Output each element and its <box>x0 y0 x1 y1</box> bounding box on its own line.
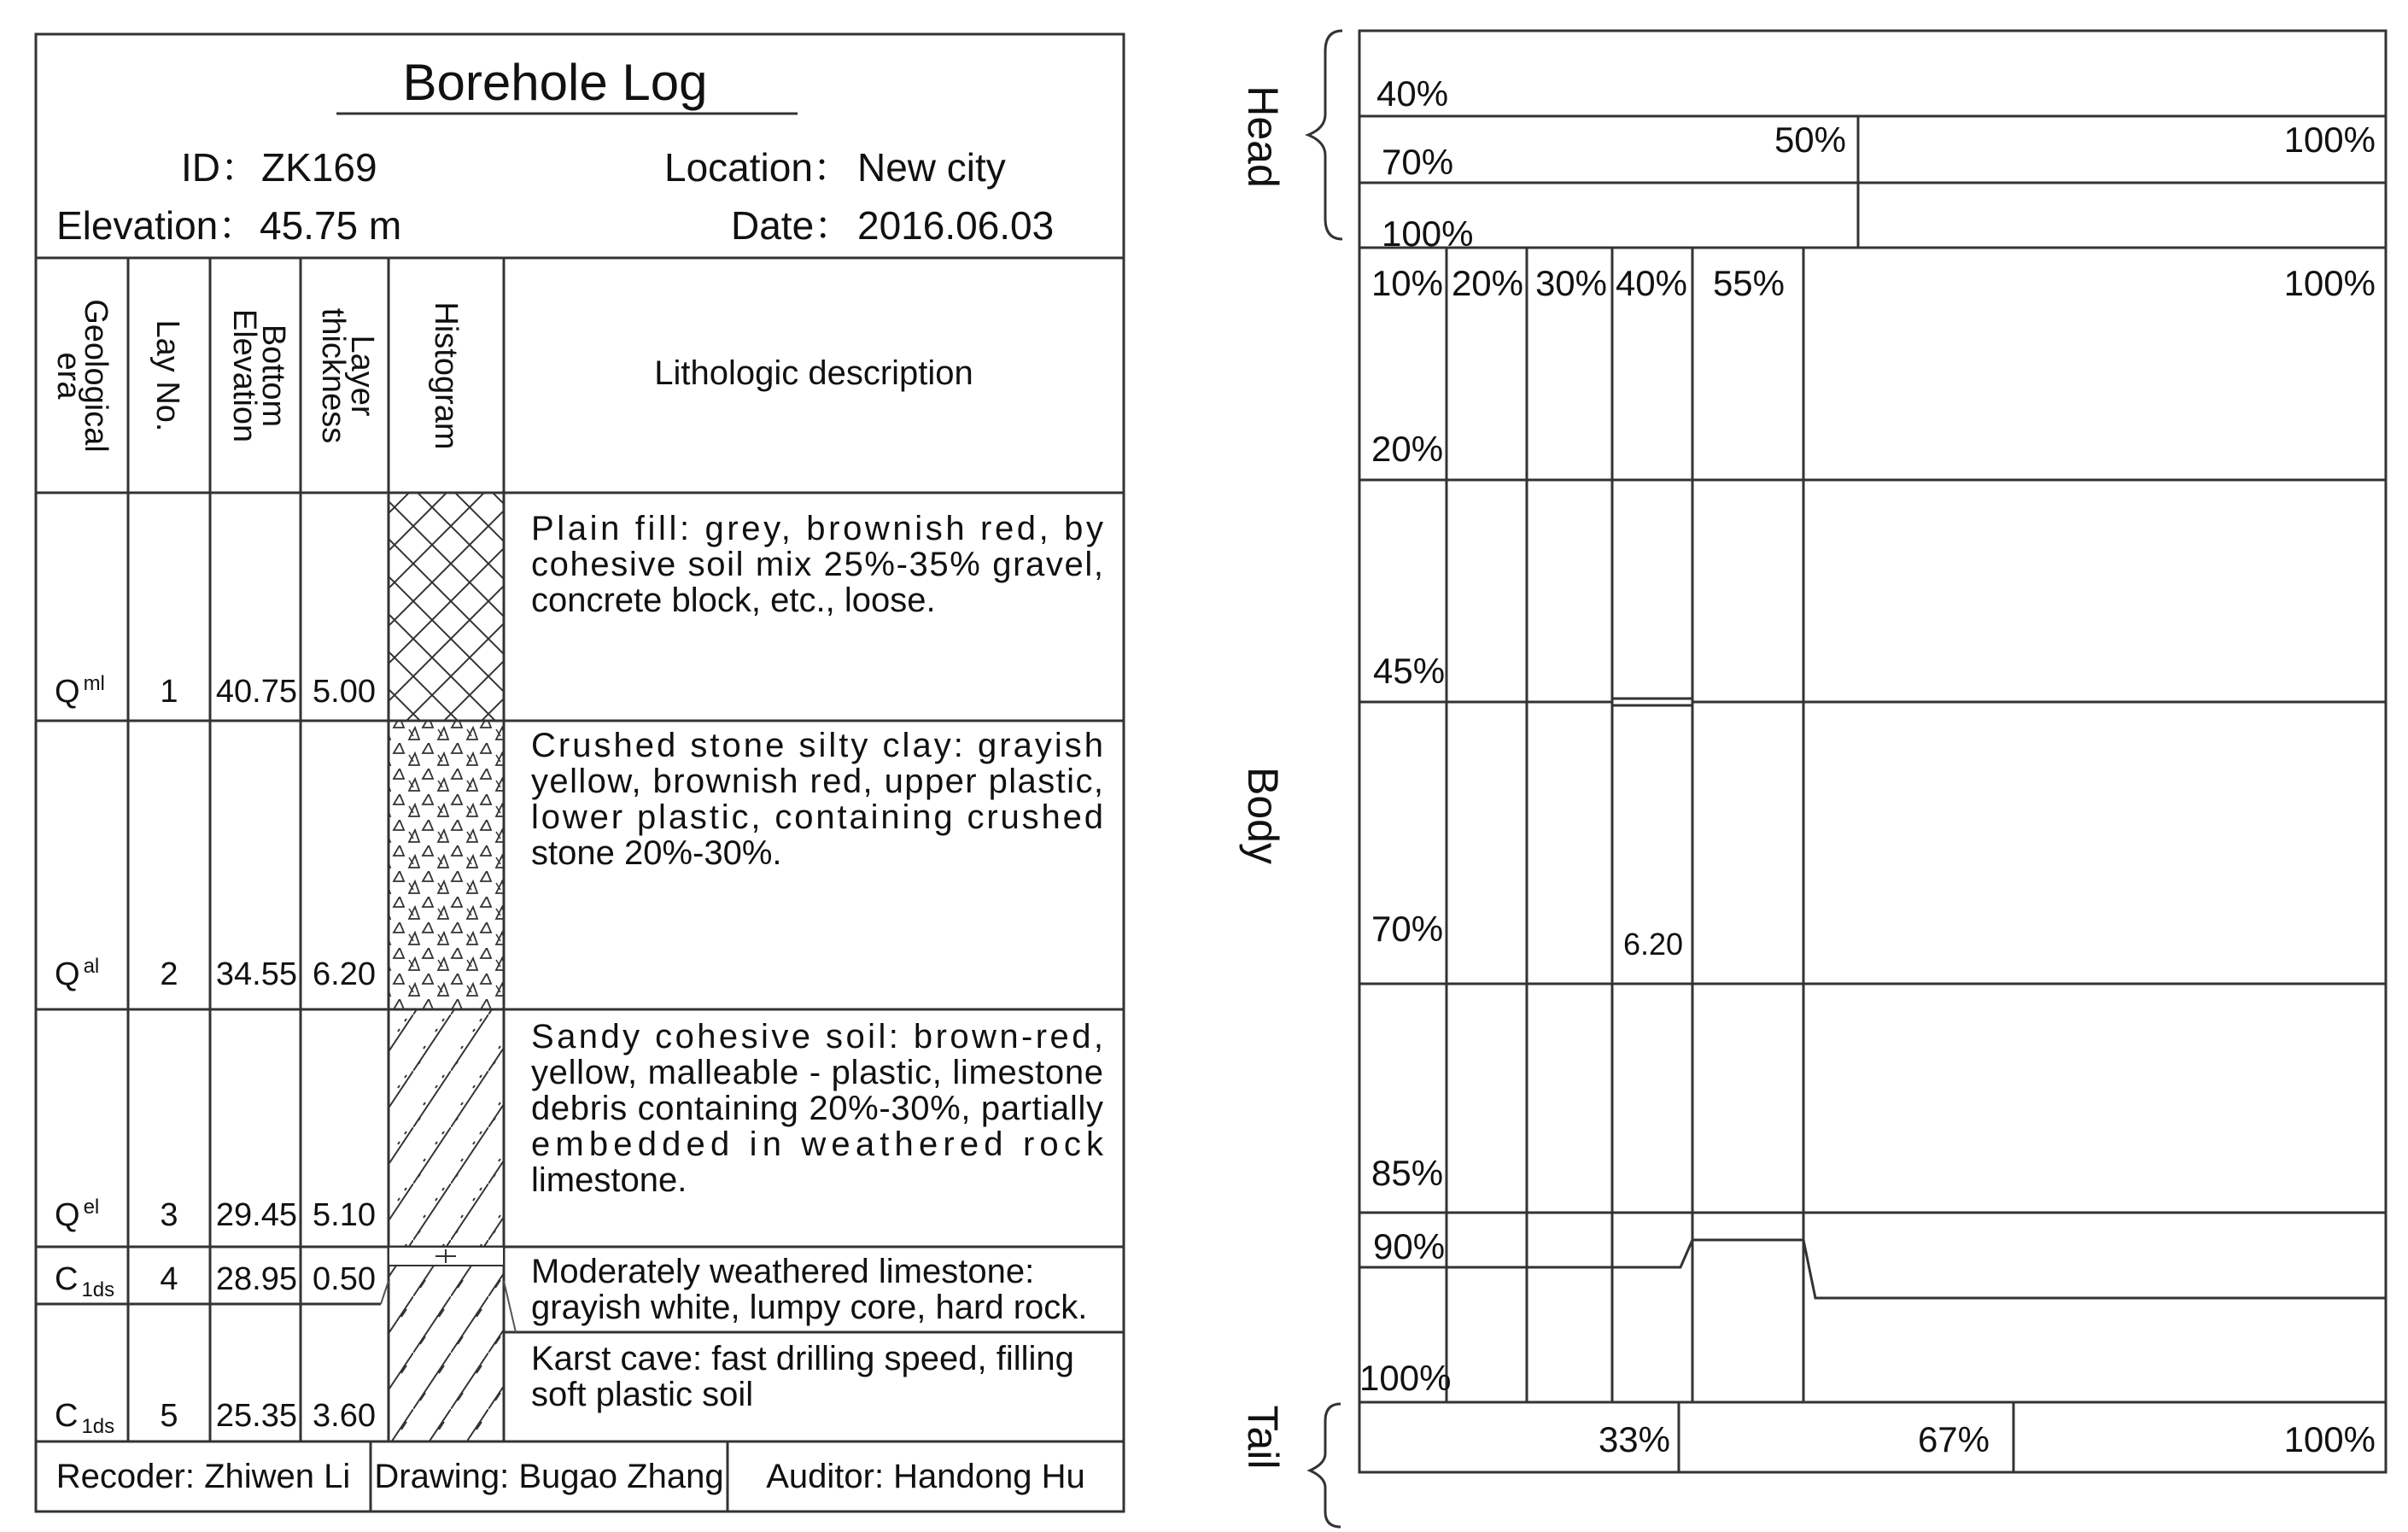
elevation-label: Elevation： <box>56 203 258 248</box>
layer-era-base: C <box>55 1398 79 1434</box>
layer-description-line: grayish white, lumpy core, hard rock. <box>531 1289 1088 1326</box>
layer-thickness: 3.60 <box>313 1398 376 1434</box>
head-brace <box>1308 31 1342 239</box>
layer4-connector-right <box>504 1281 516 1332</box>
layer-description-line: limestone. <box>531 1161 687 1199</box>
body-row-label: 45% <box>1373 651 1446 691</box>
head-section <box>1359 31 2386 248</box>
layer-bottom-elevation: 28.95 <box>215 1261 297 1297</box>
layer-era-base: Q <box>55 674 80 710</box>
body-col-label: 40% <box>1615 263 1687 303</box>
layer-thickness: 6.20 <box>313 956 376 992</box>
date-value: 2016.06.03 <box>857 203 1055 248</box>
head-row-label: 100% <box>1382 213 1474 254</box>
layer-description-line: Sandy cohesive soil: brown-red, <box>531 1018 1103 1055</box>
head-row-label: 40% <box>1376 73 1449 114</box>
layer-thickness: 0.50 <box>313 1261 376 1297</box>
layer-era-sub: 1ds <box>81 1415 115 1438</box>
layer-number: 2 <box>160 956 178 992</box>
layer-era-sub: al <box>83 955 100 978</box>
head-col-label: 100% <box>2283 120 2376 160</box>
layer-era <box>55 672 105 710</box>
header-thick-line2: thickness <box>315 307 351 444</box>
header-bottom-elevation <box>226 309 291 442</box>
body-col-label: 20% <box>1451 263 1523 303</box>
layer-thickness: 5.10 <box>313 1197 376 1233</box>
header-elev-line1: Bottom <box>255 324 291 428</box>
tail-brace <box>1310 1404 1341 1527</box>
layer-era <box>55 1261 114 1301</box>
layer-era-base: Q <box>55 1197 80 1233</box>
header-layer-thickness <box>315 308 380 443</box>
body-value-label: 6.20 <box>1622 927 1684 962</box>
layer-bottom-elevation: 34.55 <box>215 956 297 992</box>
body-row-label: 85% <box>1371 1153 1444 1193</box>
tail-label: Tail <box>1239 1405 1287 1470</box>
layer-bottom-elevation: 25.35 <box>215 1398 297 1434</box>
body-section <box>1359 248 2386 1402</box>
histogram-fill-sandy-soil <box>389 1009 504 1247</box>
body-row-label: 20% <box>1371 429 1444 469</box>
header-geological-era <box>50 299 114 453</box>
layer-bottom-elevation: 40.75 <box>215 674 297 710</box>
layer-era-sub: 1ds <box>81 1278 115 1301</box>
body-col-label: 30% <box>1534 263 1607 303</box>
layer-era-base: C <box>55 1261 79 1297</box>
body-row-label: 70% <box>1371 909 1444 949</box>
tail-section <box>1359 1402 2386 1472</box>
layer-number: 1 <box>160 674 178 710</box>
layer-description-line: Karst cave: fast drilling speed, filling <box>531 1340 1074 1377</box>
tail-col-label: 67% <box>1917 1419 1990 1459</box>
layer-era-base: Q <box>55 956 80 992</box>
footer-auditor: Auditor: Handong Hu <box>766 1458 1085 1495</box>
header-elev-line2: Elevation <box>226 308 262 443</box>
tail-col-label: 100% <box>2283 1419 2376 1459</box>
layer-number: 5 <box>160 1398 178 1434</box>
body-row-label: 90% <box>1373 1226 1446 1266</box>
layer-description-line: Crushed stone silty clay: grayish <box>531 727 1103 764</box>
location-label: Location： <box>664 145 852 190</box>
layer-description-line: cohesive soil mix 25%-35% gravel, <box>531 546 1103 583</box>
layer-description-line: Moderately weathered limestone: <box>531 1253 1035 1290</box>
header-thick-line1: Layer <box>344 335 380 417</box>
header-era-line2: era <box>50 352 86 400</box>
histogram-fill-karst-cave <box>389 1266 504 1441</box>
id-value: ZK169 <box>261 145 377 190</box>
body-col-label: 55% <box>1712 263 1785 303</box>
layer-description-line: stone 20%-30%. <box>531 834 782 872</box>
body-col-label: 10% <box>1371 263 1443 303</box>
structure-grid <box>1239 31 2386 1527</box>
layer-description-line: embedded in weathered rock <box>531 1126 1103 1163</box>
layer-description-line: soft plastic soil <box>531 1376 754 1413</box>
layer-era-sub: el <box>83 1196 100 1219</box>
layer-era <box>55 1398 114 1438</box>
histogram-fill-crushed-stone <box>389 721 504 1009</box>
histogram-fill-plain-fill <box>389 493 504 721</box>
layer-era <box>55 1196 99 1233</box>
step-boundary-line <box>1359 1240 2386 1298</box>
layer-description-line: concrete block, etc., loose. <box>531 582 936 619</box>
layer-description-line: debris containing 20%-30%, partially <box>531 1090 1103 1127</box>
head-row-label: 70% <box>1382 142 1454 182</box>
header-lay-no: Lay No. <box>149 319 185 432</box>
tail-col-label: 33% <box>1598 1419 1670 1459</box>
layer-description-line: lower plastic, containing crushed <box>531 798 1103 836</box>
location-value: New city <box>857 145 1006 190</box>
layer-number: 3 <box>160 1197 178 1233</box>
layer-era <box>55 955 99 992</box>
header-description: Lithologic description <box>654 354 973 392</box>
borehole-log-table <box>36 34 1124 1512</box>
body-col-label: 100% <box>2283 263 2376 303</box>
layer-description-line: yellow, brownish red, upper plastic, <box>531 763 1103 800</box>
layer-era-sub: ml <box>83 672 105 695</box>
head-col-label: 50% <box>1774 120 1846 160</box>
header-era-line1: Geological <box>78 299 114 453</box>
head-label: Head <box>1239 85 1287 188</box>
layer-number: 4 <box>160 1261 178 1297</box>
body-label: Body <box>1239 767 1287 864</box>
layer-description-line: yellow, malleable - plastic, limestone <box>531 1054 1103 1091</box>
header-histogram: Histogram <box>428 301 464 450</box>
footer-recorder: Recoder: Zhiwen Li <box>56 1458 351 1495</box>
layer-thickness: 5.00 <box>313 674 376 710</box>
log-title: Borehole Log <box>402 54 708 111</box>
layer-description-line: Plain fill: grey, brownish red, by <box>531 510 1103 547</box>
id-label: ID： <box>181 145 260 190</box>
body-row-label: 100% <box>1359 1358 1452 1398</box>
footer-drawing: Drawing: Bugao Zhang <box>374 1458 724 1495</box>
date-label: Date： <box>731 203 854 248</box>
layer-bottom-elevation: 29.45 <box>215 1197 297 1233</box>
elevation-value: 45.75 m <box>260 203 402 248</box>
